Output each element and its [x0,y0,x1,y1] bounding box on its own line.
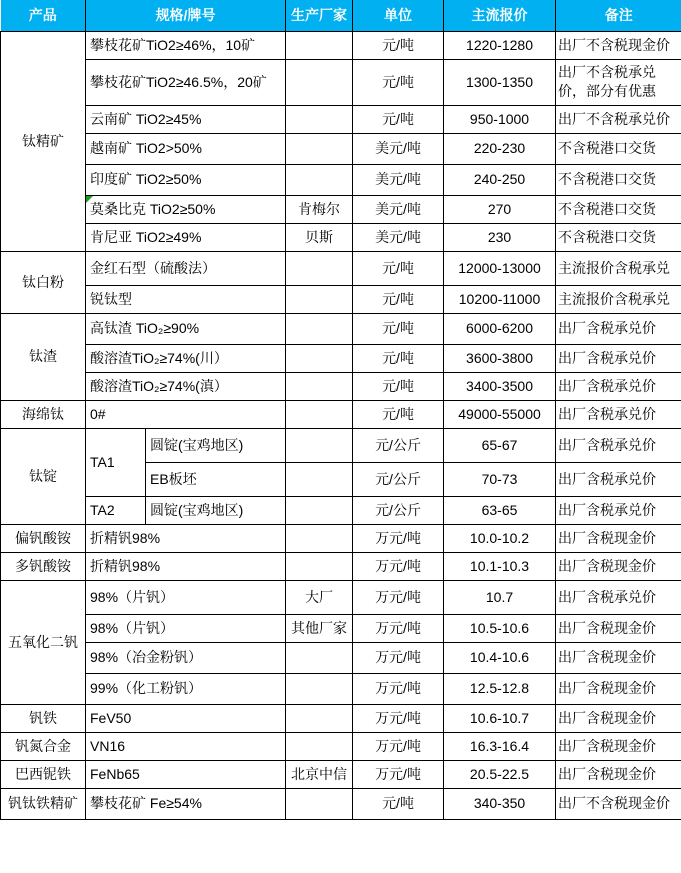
unit-cell: 美元/吨 [353,223,444,251]
unit-cell: 万元/吨 [353,552,444,580]
manufacturer-cell [286,344,353,372]
table-row [1,496,681,524]
unit-cell: 元/公斤 [353,462,444,496]
price-cell: 1300-1350 [444,59,556,105]
product-cell: 钒铁 [1,704,86,732]
table-row [1,285,681,313]
unit-cell: 美元/吨 [353,164,444,195]
table-row [1,614,681,642]
price-cell: 10.6-10.7 [444,704,556,732]
manufacturer-cell [286,428,353,462]
price-cell: 63-65 [444,496,556,524]
price-cell: 10.5-10.6 [444,614,556,642]
manufacturer-cell [286,251,353,285]
table-row [1,642,681,673]
table-row [1,223,681,251]
unit-cell: 万元/吨 [353,580,444,614]
header-note: 备注 [556,0,681,31]
unit-cell: 元/吨 [353,285,444,313]
price-cell: 70-73 [444,462,556,496]
header-manufacturer: 生产厂家 [286,0,353,31]
manufacturer-cell [286,704,353,732]
spec-cell: 越南矿 TiO2>50% [86,133,286,164]
grade-cell: TA2 [86,496,146,524]
unit-cell: 元/吨 [353,372,444,400]
price-cell: 12.5-12.8 [444,673,556,704]
header-unit: 单位 [353,0,444,31]
manufacturer-cell: 大厂 [286,580,353,614]
price-cell: 20.5-22.5 [444,760,556,788]
product-cell: 钛白粉 [1,251,86,313]
note-cell: 不含税港口交货 [556,164,681,195]
price-cell: 340-350 [444,788,556,819]
product-cell: 钛渣 [1,313,86,400]
spec-cell: FeV50 [86,704,286,732]
spec-cell: 99%（化工粉钒） [86,673,286,704]
grade-cell: TA1 [86,428,146,496]
note-cell: 出厂含税现金价 [556,614,681,642]
unit-cell: 元/公斤 [353,428,444,462]
price-cell: 6000-6200 [444,313,556,344]
header-price: 主流报价 [444,0,556,31]
product-cell: 钒氮合金 [1,732,86,760]
table-row [1,552,681,580]
table-row [1,164,681,195]
manufacturer-cell [286,400,353,428]
note-cell: 主流报价含税承兑 [556,251,681,285]
spec-cell: 98%（片钒） [86,614,286,642]
price-cell: 10.0-10.2 [444,524,556,552]
note-cell: 出厂含税现金价 [556,732,681,760]
table-row [1,400,681,428]
spec-cell: EB板坯 [146,462,286,496]
note-cell: 出厂含税现金价 [556,642,681,673]
note-cell: 出厂含税现金价 [556,552,681,580]
table-row [1,428,681,462]
manufacturer-cell [286,732,353,760]
price-cell: 10.4-10.6 [444,642,556,673]
spec-text: 莫桑比克 TiO2≥50% [90,200,216,217]
spec-cell: 0# [86,400,286,428]
spec-cell: 金红石型（硫酸法） [86,251,286,285]
note-cell: 不含税港口交货 [556,195,681,223]
price-cell: 10.1-10.3 [444,552,556,580]
note-cell: 出厂含税承兑价 [556,313,681,344]
unit-cell: 万元/吨 [353,760,444,788]
spec-cell: 印度矿 TiO2≥50% [86,164,286,195]
note-cell: 出厂不含税承兑价，部分有优惠 [556,59,681,105]
header-spec: 规格/牌号 [86,0,286,31]
note-cell: 出厂含税现金价 [556,673,681,704]
note-cell: 出厂含税承兑价 [556,372,681,400]
table-row [1,59,681,105]
unit-cell: 元/吨 [353,31,444,59]
price-cell: 10.7 [444,580,556,614]
table-row [1,580,681,614]
table-row [1,31,681,59]
manufacturer-cell [286,673,353,704]
price-cell: 230 [444,223,556,251]
manufacturer-cell [286,552,353,580]
unit-cell: 元/吨 [353,788,444,819]
note-cell: 出厂含税承兑价 [556,400,681,428]
manufacturer-cell: 贝斯 [286,223,353,251]
note-cell: 出厂含税承兑价 [556,580,681,614]
header-product: 产品 [1,0,86,31]
spec-cell: 酸溶渣TiO₂≥74%(川） [86,344,286,372]
spec-cell: 折精钒98% [86,552,286,580]
unit-cell: 元/吨 [353,59,444,105]
unit-cell: 美元/吨 [353,133,444,164]
table-row [1,673,681,704]
price-cell: 220-230 [444,133,556,164]
table-row [1,344,681,372]
manufacturer-cell [286,105,353,133]
table-row [1,732,681,760]
unit-cell: 万元/吨 [353,732,444,760]
unit-cell: 元/吨 [353,251,444,285]
manufacturer-cell: 其他厂家 [286,614,353,642]
price-cell: 3400-3500 [444,372,556,400]
manufacturer-cell [286,496,353,524]
product-cell: 巴西铌铁 [1,760,86,788]
price-cell: 3600-3800 [444,344,556,372]
manufacturer-cell [286,642,353,673]
note-cell: 主流报价含税承兑 [556,285,681,313]
spec-cell: VN16 [86,732,286,760]
price-cell: 16.3-16.4 [444,732,556,760]
price-cell: 240-250 [444,164,556,195]
spec-cell: 云南矿 TiO2≥45% [86,105,286,133]
table-row [1,760,681,788]
note-cell: 出厂不含税现金价 [556,31,681,59]
manufacturer-cell [286,313,353,344]
product-cell: 钛锭 [1,428,86,524]
note-cell: 出厂不含税现金价 [556,788,681,819]
unit-cell: 元/吨 [353,105,444,133]
unit-cell: 美元/吨 [353,195,444,223]
spec-cell: 酸溶渣TiO₂≥74%(滇） [86,372,286,400]
spec-cell: 98%（片钒） [86,580,286,614]
table-row [1,524,681,552]
manufacturer-cell [286,524,353,552]
table-row [1,105,681,133]
price-cell: 65-67 [444,428,556,462]
product-cell: 多钒酸铵 [1,552,86,580]
spec-cell: 高钛渣 TiO₂≥90% [86,313,286,344]
unit-cell: 万元/吨 [353,524,444,552]
table-row [1,251,681,285]
unit-cell: 元/吨 [353,344,444,372]
price-cell: 270 [444,195,556,223]
unit-cell: 万元/吨 [353,642,444,673]
note-cell: 出厂含税现金价 [556,704,681,732]
table-row [1,704,681,732]
spec-cell: 攀枝花矿 Fe≥54% [86,788,286,819]
note-cell: 出厂含税现金价 [556,524,681,552]
manufacturer-cell [286,31,353,59]
spec-cell: FeNb65 [86,760,286,788]
note-cell: 出厂含税现金价 [556,760,681,788]
note-cell: 出厂含税承兑价 [556,462,681,496]
spec-cell: 锐钛型 [86,285,286,313]
price-cell: 12000-13000 [444,251,556,285]
header-row [1,0,681,31]
price-cell: 10200-11000 [444,285,556,313]
manufacturer-cell [286,372,353,400]
unit-cell: 万元/吨 [353,673,444,704]
table-row [1,788,681,819]
unit-cell: 元/公斤 [353,496,444,524]
note-cell: 出厂含税承兑价 [556,344,681,372]
manufacturer-cell [286,59,353,105]
price-cell: 1220-1280 [444,31,556,59]
table-row [1,372,681,400]
table-row [1,133,681,164]
unit-cell: 元/吨 [353,313,444,344]
spec-cell: 98%（冶金粉钒） [86,642,286,673]
spec-cell: 折精钒98% [86,524,286,552]
manufacturer-cell: 肯梅尔 [286,195,353,223]
price-cell: 950-1000 [444,105,556,133]
note-cell: 不含税港口交货 [556,223,681,251]
manufacturer-cell: 北京中信 [286,760,353,788]
manufacturer-cell [286,133,353,164]
manufacturer-cell [286,285,353,313]
table-row [1,195,681,223]
product-cell: 五氧化二钒 [1,580,86,704]
unit-cell: 元/吨 [353,400,444,428]
manufacturer-cell [286,788,353,819]
product-cell: 钛精矿 [1,31,86,251]
product-cell: 海绵钛 [1,400,86,428]
spec-cell: 肯尼亚 TiO2≥49% [86,223,286,251]
manufacturer-cell [286,164,353,195]
spec-cell: 攀枝花矿TiO2≥46.5%，20矿 [86,59,286,105]
product-cell: 偏钒酸铵 [1,524,86,552]
note-cell: 出厂含税承兑价 [556,428,681,462]
spec-cell [86,195,286,223]
table-row [1,313,681,344]
spec-cell: 圆锭(宝鸡地区) [146,428,286,462]
note-cell: 出厂不含税承兑价 [556,105,681,133]
manufacturer-cell [286,462,353,496]
spec-cell: 圆锭(宝鸡地区) [146,496,286,524]
note-cell: 不含税港口交货 [556,133,681,164]
unit-cell: 万元/吨 [353,614,444,642]
comment-marker-icon [86,196,93,203]
unit-cell: 万元/吨 [353,704,444,732]
product-cell: 钒钛铁精矿 [1,788,86,819]
note-cell: 出厂含税承兑价 [556,496,681,524]
price-cell: 49000-55000 [444,400,556,428]
spec-cell: 攀枝花矿TiO2≥46%，10矿 [86,31,286,59]
